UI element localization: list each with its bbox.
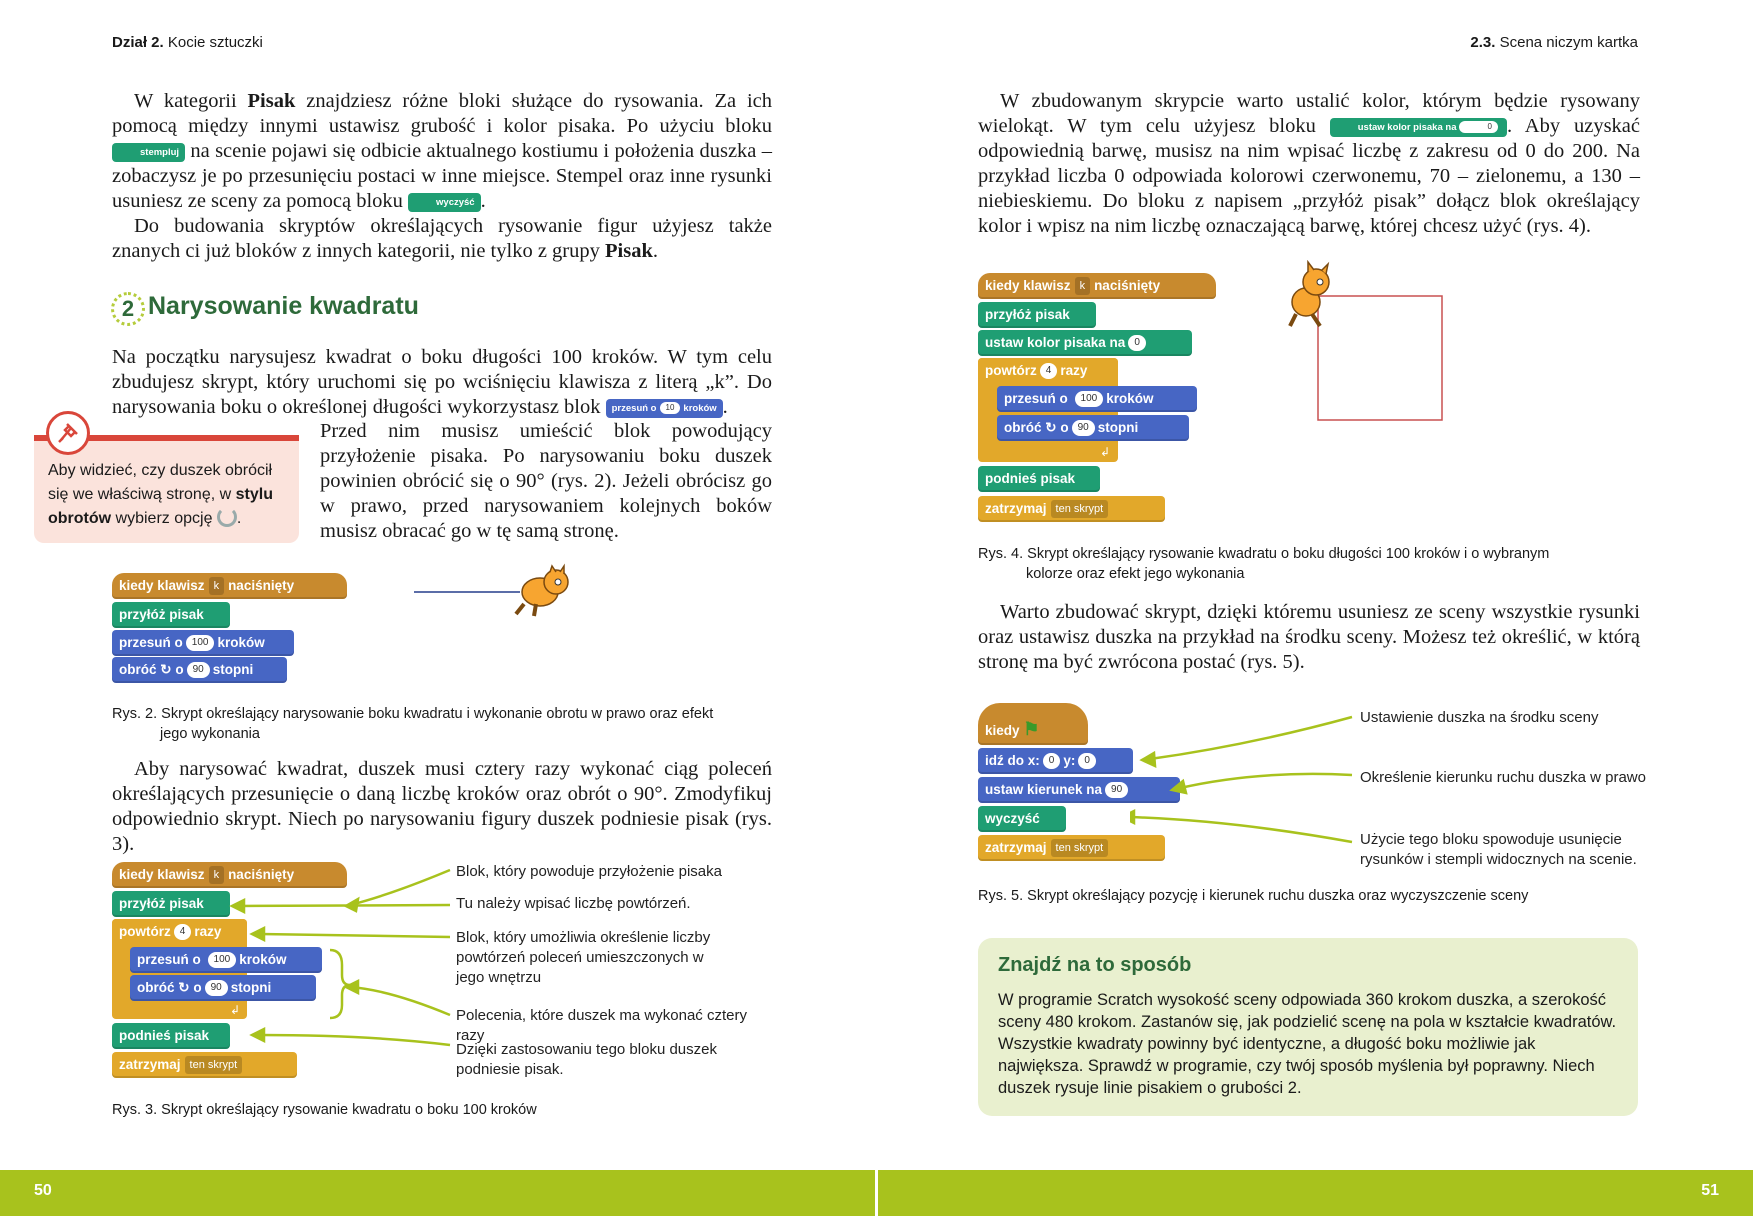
caption-rys4: Rys. 4. Skrypt określający rysowanie kwadratu o boku długości 100 kroków i o wybranym kolorze oraz efekt jego wykonania [978, 546, 1550, 582]
find-a-way-title: Znajdź na to sposób [998, 954, 1192, 976]
pen-up-block: podnieś pisak [978, 466, 1100, 492]
annotation-r2: Określenie kierunku ruchu duszka w prawo [1360, 769, 1646, 786]
section-heading: Narysowanie kwadratu [148, 292, 419, 320]
go-to-xy-block: idź do x: 0 y: 0 [978, 748, 1133, 774]
when-flag-clicked-block: kiedy ⚑ [978, 703, 1088, 745]
when-key-pressed-block: kiedy klawisz k naciśnięty [978, 273, 1216, 299]
pen-down-block: przyłóż pisak [978, 302, 1096, 328]
annotation-4: Polecenia, które duszek ma wykonać cztery razy [456, 1007, 747, 1044]
scratch-cat-icon [1290, 262, 1329, 326]
green-flag-icon: ⚑ [1023, 719, 1040, 739]
rotation-option-icon [217, 507, 237, 527]
loop-arrow-icon: ↲ [1100, 445, 1111, 459]
caption-rys2: Rys. 2. Skrypt określający narysowanie boku kwadratu i wykonanie obrotu w prawo oraz efekt jego wykonania [112, 706, 714, 742]
annotation-1: Blok, który powoduje przyłożenie pisaka [456, 863, 722, 880]
section-title: Scena niczym kartka [1499, 34, 1638, 51]
pin-icon [46, 411, 90, 455]
wyczysc-inline-block: wyczyść [408, 193, 481, 212]
point-direction-block: ustaw kierunek na 90 [978, 777, 1180, 803]
paragraph-4: Przed nim musisz umieścić blok powodujący przyłożenie pisaka. Po narysowaniu boku duszek powinien obrócić się o 90° (rys. 2). Jeżeli obrócisz go w prawo, przed narysowaniem kolejnych boków musisz obracać go w tę samą stronę. [320, 420, 772, 542]
set-pen-color-block: ustaw kolor pisaka na 0 [978, 330, 1192, 356]
page-divider [875, 1170, 878, 1216]
pen-up-block: podnieś pisak [112, 1023, 230, 1049]
turn-block: obróć ↻ o 90 stopni [997, 415, 1189, 441]
stop-block: zatrzymaj ten skrypt [978, 835, 1165, 861]
annotation-5: Dzięki zastosowaniu tego bloku duszek podniesie pisak. [456, 1041, 717, 1078]
page-number-left: 50 [34, 1182, 52, 1199]
loop-arrow-icon: ↲ [230, 1003, 241, 1017]
page-number-right: 51 [1701, 1182, 1719, 1199]
pen-down-block: przyłóż pisak [112, 602, 230, 628]
move-block: przesuń o 100 kroków [130, 947, 322, 973]
rotate-right-icon: ↻ [160, 662, 172, 677]
turn-block: obróć ↻ o 90 stopni [112, 657, 287, 683]
stop-block: zatrzymaj ten skrypt [978, 496, 1165, 522]
section-number: 2 [111, 292, 145, 326]
repeat-header: powtórz 4 razy [112, 919, 247, 945]
rotate-right-icon: ↻ [178, 980, 190, 995]
when-key-pressed-block: kiedy klawisz k naciśnięty [112, 573, 347, 599]
tip-text: Aby widzieć, czy duszek obrócił się we właściwą stronę, w stylu obrotów wybierz opcję . [48, 462, 273, 527]
set-pen-color-inline-block: ustaw kolor pisaka na 0 [1330, 118, 1507, 137]
caption-rys5: Rys. 5. Skrypt określający pozycję i kierunek ruchu duszka oraz wyczyszczenie sceny [978, 888, 1529, 904]
przesun-inline-block: przesuń o 10 kroków [606, 399, 723, 418]
scratch-cat-icon [516, 566, 568, 616]
when-key-pressed-block: kiedy klawisz k naciśnięty [112, 862, 347, 888]
annotation-r1: Ustawienie duszka na środku sceny [1360, 709, 1599, 726]
chapter-label: Dział 2. [112, 34, 164, 51]
header-right [1470, 34, 1638, 51]
stempluj-block: stempluj [112, 143, 185, 162]
paragraph-r1: W zbudowanym skrypcie warto ustalić kolor, którym będzie rysowany wielokąt. W tym celu użyjesz bloku ustaw kolor pisaka na 0 . Aby uzyskać odpowiednią barwę, musisz na nim wpisać liczbę z zakresu od 0 do 200. Na przykład liczba 0 odpowiada kolorowi czerwonemu, 70 – zielonemu, a 130 – niebieskiemu. Do bloku z napisem „przyłóż pisak” dołącz blok określający kolor i wpisz na nim liczbę oznaczającą barwę, której chcesz użyć (rys. 4). [978, 90, 1640, 237]
move-block: przesuń o 100 kroków [997, 386, 1197, 412]
paragraph-r2: Warto zbudować skrypt, dzięki któremu usuniesz ze sceny wszystkie rysunki oraz ustawisz duszka na przykład na środku sceny. Możesz też określić, w którą stronę ma być zwrócona postać (rys. 5). [978, 601, 1640, 673]
annotation-r3: Użycie tego bloku spowoduje usunięcie rysunków i stempli widocznych na scenie. [1360, 831, 1637, 868]
caption-rys3: Rys. 3. Skrypt określający rysowanie kwadratu o boku 100 kroków [112, 1102, 537, 1118]
annotation-arrows-rys3 [220, 855, 460, 1080]
rotate-right-icon: ↻ [1045, 420, 1057, 435]
find-a-way-text: W programie Scratch wysokość sceny odpowiada 360 krokom duszka, a szerokość sceny 480 krokom. Zastanów się, jak podzielić scenę na pola w kształcie kwadratów. Wszystkie kwadraty powinny być identyczne, a długość boku możliwie jak największa. Sprawdź w programie, czy twój sposób myślenia był poprawny. Niech duszek rysuje linie pisakiem o grubości 2. [998, 991, 1617, 1097]
section-label: 2.3. [1470, 34, 1496, 51]
annotation-2: Tu należy wpisać liczbę powtórzeń. [456, 895, 691, 912]
paragraph-3: Na początku narysujesz kwadrat o boku długości 100 kroków. W tym celu zbudujesz skrypt, który uruchomi się po wciśnięciu klawisza z literą „k”. Do narysowania boku o określonej długości wykorzystasz blok przesuń o 10 kroków . [112, 346, 772, 418]
paragraph-2: Do budowania skryptów określających rysowanie figur użyjesz także znanych ci już bloków z innych kategorii, nie tylko z grupy Pisak. [112, 215, 772, 262]
header-left [112, 34, 263, 51]
chapter-title: Kocie sztuczki [167, 34, 263, 51]
turn-block: obróć ↻ o 90 stopni [130, 975, 316, 1001]
annotation-3: Blok, który umożliwia określenie liczby powtórzeń poleceń umieszczonych w jego wnętrzu [456, 929, 711, 986]
stop-block: zatrzymaj ten skrypt [112, 1052, 297, 1078]
rys4-effect [1280, 260, 1460, 430]
move-block: przesuń o 100 kroków [112, 630, 294, 656]
annotation-arrows-rys5 [1130, 700, 1355, 870]
footer-bar [0, 1170, 1753, 1216]
clear-block: wyczyść [978, 806, 1066, 832]
paragraph-5: Aby narysować kwadrat, duszek musi cztery razy wykonać ciąg poleceń określających przesunięcie o daną liczbę kroków oraz obrót o 90°. Zmodyfikuj odpowiednio skrypt. Niech po narysowaniu figury duszek podniesie pisak (rys. 3). [112, 758, 772, 855]
rys2-effect [410, 560, 580, 620]
paragraph-1: W kategorii Pisak znajdziesz różne bloki służące do rysowania. Za ich pomocą między innymi ustawisz grubość i kolor pisaka. Po użyciu bloku stempluj na scenie pojawi się odbicie aktualnego kostiumu i położenia duszka – zobaczysz je po przesunięciu postaci w inne miejsce. Stempel oraz inne rysunki usuniesz ze sceny za pomocą bloku wyczyść . [112, 90, 773, 212]
pen-down-block: przyłóż pisak [112, 891, 230, 917]
repeat-header: powtórz 4 razy [978, 358, 1118, 384]
